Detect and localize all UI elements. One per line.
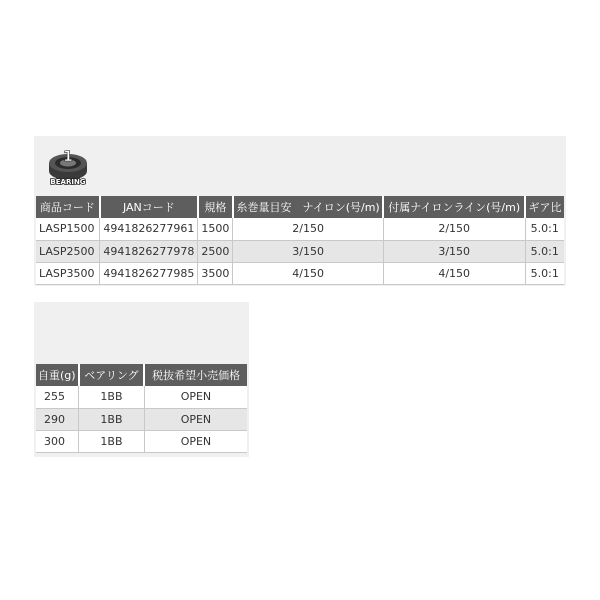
cell-included-line: 4/150 [383,262,525,284]
cell-bearing: 1BB [79,386,145,408]
table-header-row [36,364,247,386]
cell-gear-ratio: 5.0:1 [525,218,564,240]
table-row [36,240,564,262]
cell-included-line: 3/150 [383,240,525,262]
bearing-count: 1 [63,149,73,165]
spec-table-secondary [36,364,247,453]
cell-line-capacity: 2/150 [233,218,384,240]
cell-line-capacity: 3/150 [233,240,384,262]
cell-bearing: 1BB [79,430,145,452]
header-weight: 自重(g) [36,364,79,386]
cell-jan-code: 4941826277961 [100,218,198,240]
cell-jan-code: 4941826277985 [100,262,198,284]
bearing-icon [46,145,90,187]
cell-price: OPEN [144,430,247,452]
header-size: 規格 [198,196,233,218]
table-row [36,386,247,408]
header-price: 税抜希望小売価格 [144,364,247,386]
cell-included-line: 2/150 [383,218,525,240]
header-line-capacity: 糸巻量目安 ナイロン(号/m) [233,196,384,218]
cell-product-code: LASP1500 [36,218,100,240]
header-included-line: 付属ナイロンライン(号/m) [383,196,525,218]
bearing-label: BEARING [50,178,86,186]
header-product-code: 商品コード [36,196,100,218]
table-header-row [36,196,564,218]
cell-jan-code: 4941826277978 [100,240,198,262]
table-row [36,408,247,430]
spec-table-main [36,196,564,285]
cell-line-capacity: 4/150 [233,262,384,284]
cell-size: 2500 [198,240,233,262]
table-row [36,430,247,452]
cell-gear-ratio: 5.0:1 [525,240,564,262]
header-jan-code: JANコード [100,196,198,218]
cell-price: OPEN [144,386,247,408]
cell-product-code: LASP2500 [36,240,100,262]
cell-product-code: LASP3500 [36,262,100,284]
cell-size: 3500 [198,262,233,284]
header-gear-ratio: ギア比 [525,196,564,218]
table-row [36,218,564,240]
cell-weight: 255 [36,386,79,408]
cell-gear-ratio: 5.0:1 [525,262,564,284]
cell-price: OPEN [144,408,247,430]
header-bearing: ベアリング [79,364,145,386]
cell-size: 1500 [198,218,233,240]
cell-weight: 290 [36,408,79,430]
table-row [36,262,564,284]
cell-bearing: 1BB [79,408,145,430]
cell-weight: 300 [36,430,79,452]
